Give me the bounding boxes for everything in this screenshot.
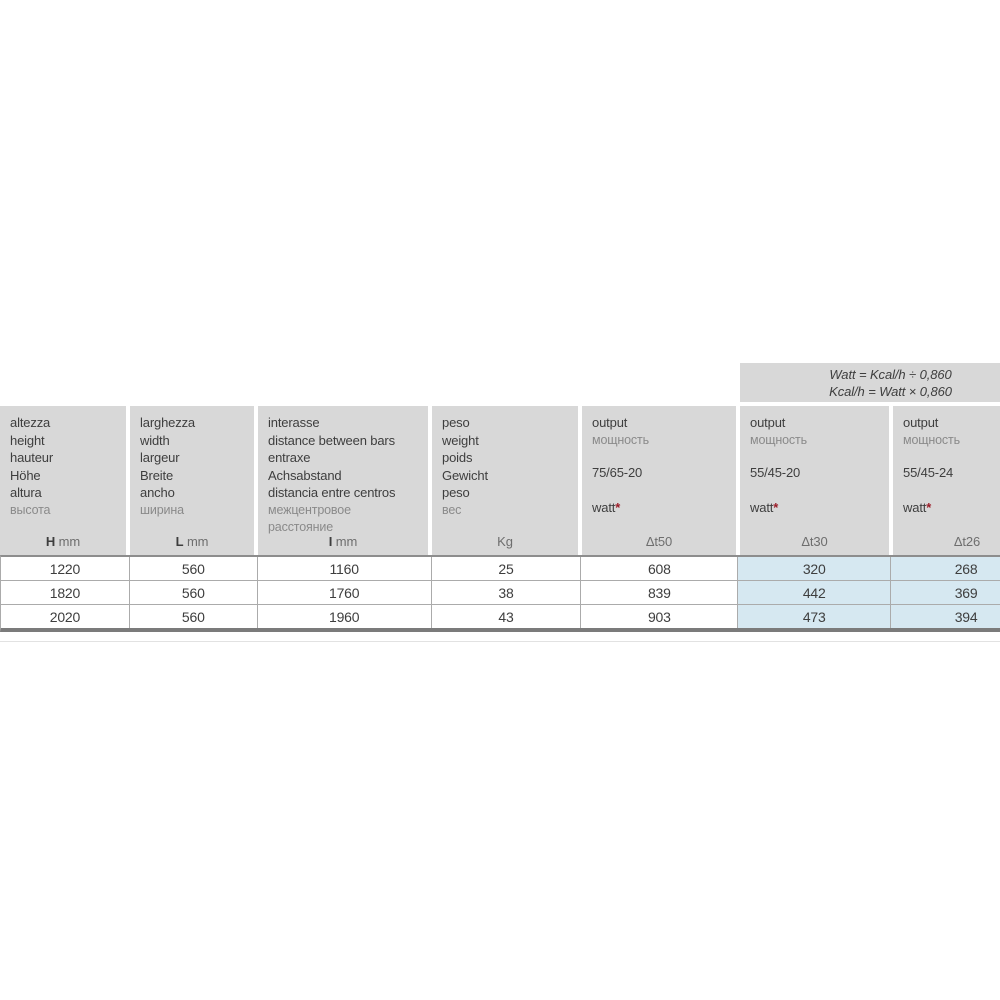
conversion-line: Watt = Kcal/h ÷ 0,860 — [829, 366, 952, 382]
lang-label: width — [140, 432, 170, 448]
unit-text: mm — [186, 534, 209, 549]
lang-label-ru: вес — [442, 502, 462, 517]
cell-distance-mm: 1960 — [258, 605, 432, 628]
unit-label — [0, 534, 126, 549]
lang-label: peso — [442, 415, 470, 430]
lang-label: Höhe — [10, 467, 41, 483]
unit-label: Δt30 — [801, 534, 828, 549]
lang-label: Breite — [140, 467, 174, 483]
cell-output-dt26: 369 — [891, 581, 1000, 604]
lang-label-ru: мощность — [592, 432, 649, 447]
cell-height-mm: 1220 — [1, 557, 130, 580]
lang-label: interasse — [268, 415, 320, 430]
cell-output-dt50: 903 — [581, 605, 738, 628]
footnote-asterisk: * — [926, 499, 932, 515]
cell-output-dt30: 320 — [738, 557, 891, 580]
cell-height-mm: 1820 — [1, 581, 130, 604]
conversion-note — [740, 363, 1000, 402]
lang-label-ru: межцентровое — [268, 502, 351, 517]
table-row — [1, 605, 1000, 628]
cell-output-dt26: 268 — [891, 557, 1000, 580]
lang-label: altezza — [10, 415, 51, 430]
cell-distance-mm: 1160 — [258, 557, 432, 580]
lang-label: altura — [10, 485, 42, 500]
lang-label: ancho — [140, 485, 175, 500]
watt-text: watt — [903, 499, 927, 515]
lang-label-ru: расстояние — [268, 520, 334, 534]
lang-label-ru: мощность — [750, 432, 807, 447]
unit-text: mm — [58, 534, 81, 549]
unit-label — [130, 534, 254, 549]
cell-weight-kg: 43 — [432, 605, 582, 628]
header-cell-output-dt50 — [582, 406, 736, 555]
conversion-row — [0, 363, 1000, 402]
cell-width-mm: 560 — [130, 605, 258, 628]
cell-weight-kg: 25 — [432, 557, 582, 580]
watt-label — [903, 499, 1000, 517]
lang-label: peso — [442, 485, 470, 500]
cell-weight-kg: 38 — [432, 581, 582, 604]
lang-label: hauteur — [10, 450, 54, 465]
table-row — [1, 557, 1000, 581]
cell-output-dt50: 608 — [581, 557, 738, 580]
lang-label-ru: высота — [10, 502, 51, 517]
lang-label: Achsabstand — [268, 467, 342, 483]
conversion-line: Kcal/h = Watt × 0,860 — [829, 383, 952, 399]
lang-label: Gewicht — [442, 467, 488, 483]
unit-label — [258, 534, 428, 549]
unit-symbol: H — [45, 534, 56, 549]
watt-text: watt — [592, 499, 616, 515]
unit-label: Δt50 — [645, 534, 673, 549]
unit-text: mm — [335, 534, 358, 549]
lang-label: larghezza — [140, 415, 196, 430]
watt-text: watt — [750, 499, 774, 515]
unit-symbol: L — [175, 534, 184, 549]
temperature-regime: 75/65-20 — [592, 465, 643, 480]
cell-output-dt30: 473 — [738, 605, 891, 628]
watt-label — [592, 499, 730, 517]
header-cell-output-dt30 — [740, 406, 889, 555]
header-cell-height — [0, 406, 126, 555]
header-cell-distance — [258, 406, 428, 555]
unit-symbol: I — [328, 534, 333, 549]
lang-label: output — [903, 415, 939, 430]
cell-height-mm: 2020 — [1, 605, 130, 628]
lang-label: output — [750, 415, 786, 430]
table-body — [0, 555, 1000, 632]
header-cell-width — [130, 406, 254, 555]
lang-label-ru: мощность — [903, 432, 960, 447]
cell-width-mm: 560 — [130, 557, 258, 580]
cell-output-dt26: 394 — [891, 605, 1000, 628]
table-row — [1, 581, 1000, 605]
table-header — [0, 406, 1000, 555]
lang-label-ru: ширина — [140, 502, 184, 517]
page-divider-rule — [0, 641, 1000, 642]
lang-label: distancia entre centros — [268, 485, 396, 500]
lang-label: distance between bars — [268, 432, 395, 448]
unit-label: Kg — [497, 534, 513, 549]
temperature-regime: 55/45-20 — [750, 465, 801, 480]
footnote-asterisk: * — [773, 499, 779, 515]
lang-label: entraxe — [268, 450, 311, 465]
header-cell-weight — [432, 406, 578, 555]
lang-label: weight — [442, 432, 479, 448]
lang-label: largeur — [140, 450, 180, 465]
temperature-regime: 55/45-24 — [903, 465, 954, 480]
lang-label: output — [592, 415, 628, 430]
lang-label: poids — [442, 450, 473, 465]
cell-distance-mm: 1760 — [258, 581, 432, 604]
header-cell-output-dt26 — [893, 406, 1000, 555]
cell-output-dt30: 442 — [738, 581, 891, 604]
unit-label: Δt26 — [953, 534, 981, 549]
lang-label: height — [10, 432, 45, 448]
cell-width-mm: 560 — [130, 581, 258, 604]
watt-label — [750, 499, 883, 517]
footnote-asterisk: * — [615, 499, 621, 515]
cell-output-dt50: 839 — [581, 581, 738, 604]
spec-table — [0, 363, 1000, 632]
